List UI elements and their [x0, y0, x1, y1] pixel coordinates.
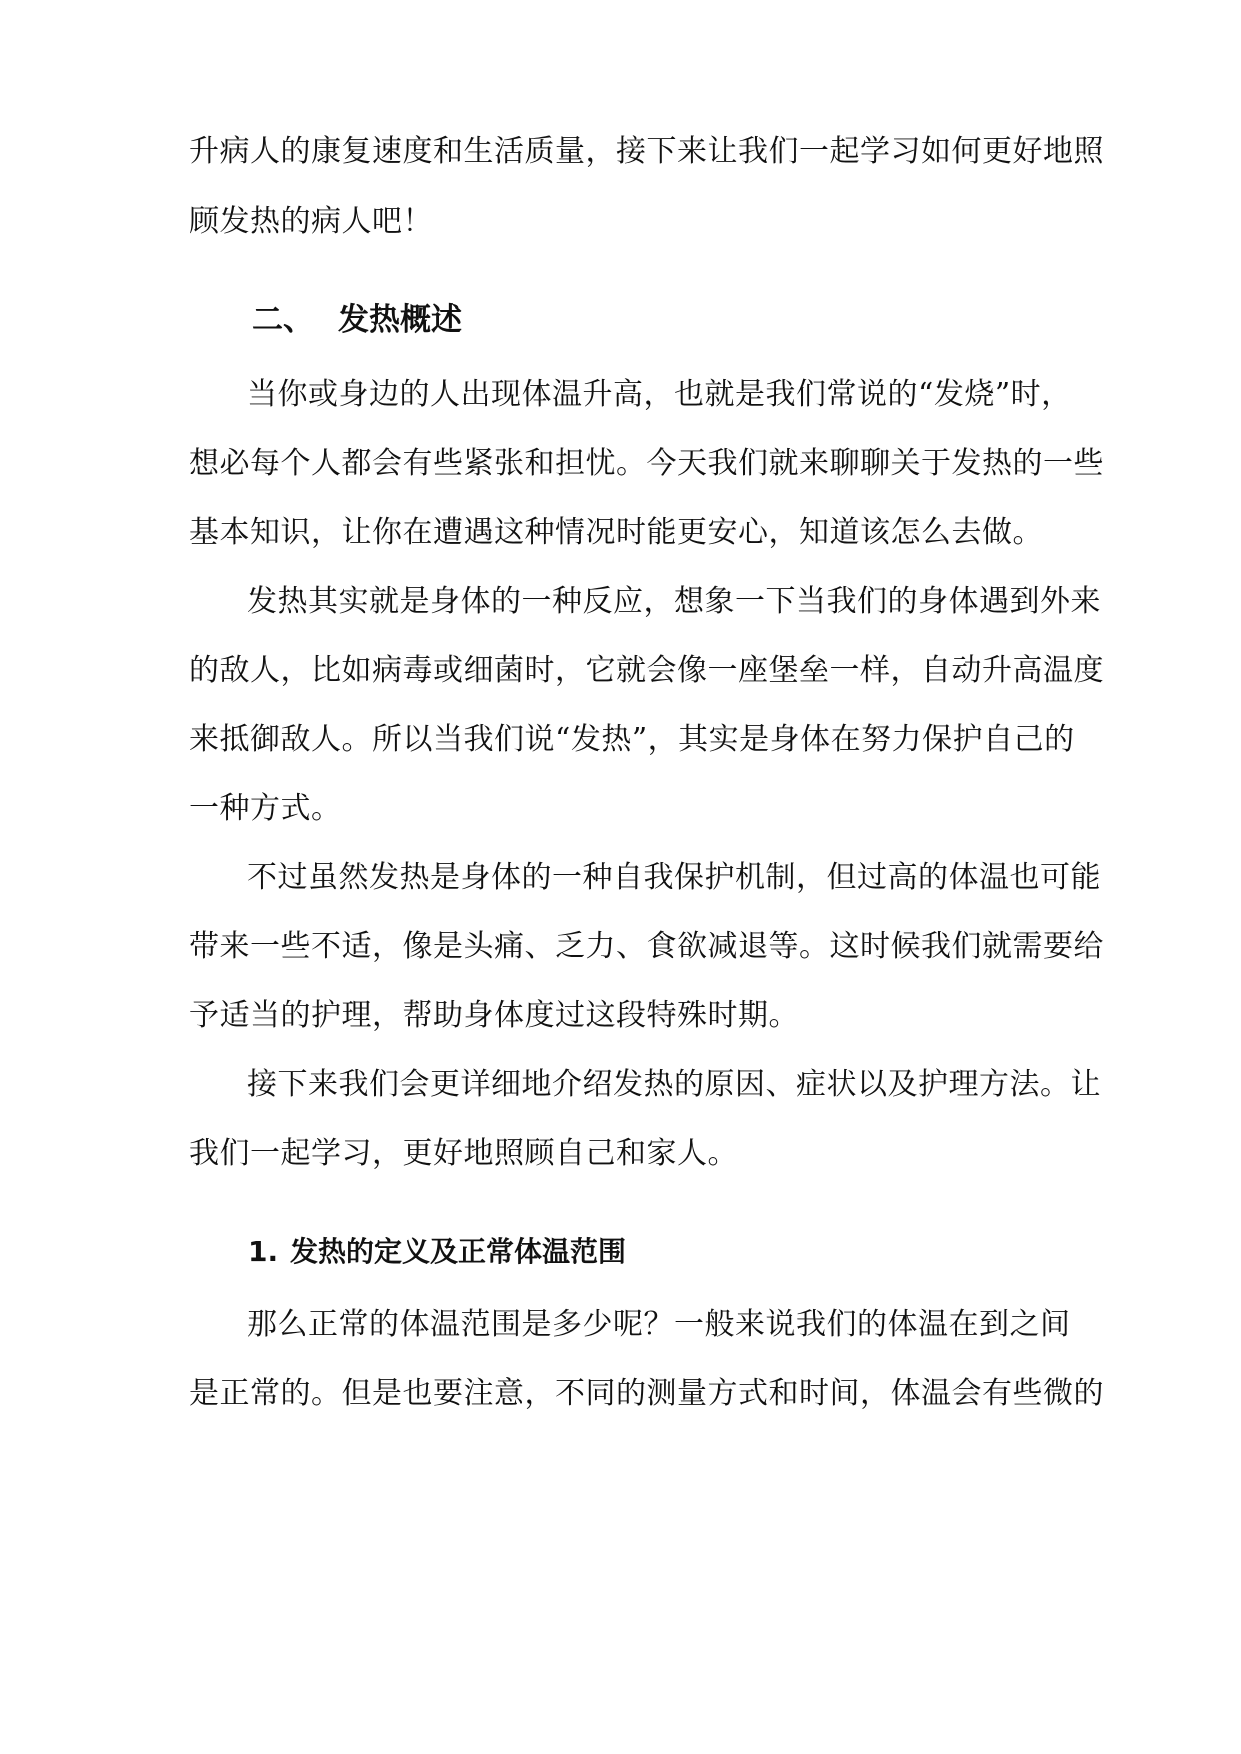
paragraph-line: 发热其实就是身体的一种反应，想象一下当我们的身体遇到外来	[247, 584, 1101, 619]
paragraph-line: 当你或身边的人出现体温升高，也就是我们常说的“发烧”时，	[247, 377, 1072, 412]
paragraph-line: 接下来我们会更详细地介绍发热的原因、症状以及护理方法。让	[247, 1067, 1101, 1102]
paragraph-line: 想必每个人都会有些紧张和担忧。今天我们就来聊聊关于发热的一些	[189, 446, 1104, 481]
subsection-heading	[248, 1232, 626, 1272]
paragraph-line: 是正常的。但是也要注意，不同的测量方式和时间，体温会有些微的	[189, 1376, 1104, 1411]
paragraph-line: 那么正常的体温范围是多少呢？一般来说我们的体温在到之间	[247, 1307, 1071, 1342]
paragraph-line: 不过虽然发热是身体的一种自我保护机制，但过高的体温也可能	[247, 860, 1101, 895]
paragraph-line: 带来一些不适，像是头痛、乏力、食欲减退等。这时候我们就需要给	[189, 929, 1104, 964]
paragraph-line: 予适当的护理，帮助身体度过这段特殊时期。	[189, 998, 799, 1033]
paragraph-line: 一种方式。	[189, 791, 342, 826]
section-heading	[252, 300, 462, 340]
intro-line: 升病人的康复速度和生活质量，接下来让我们一起学习如何更好地照	[189, 134, 1104, 169]
subsection-number: 1.	[248, 1235, 279, 1268]
paragraph-line: 的敌人，比如病毒或细菌时，它就会像一座堡垒一样，自动升高温度	[189, 653, 1104, 688]
paragraph-line: 我们一起学习，更好地照顾自己和家人。	[189, 1136, 738, 1171]
intro-line: 顾发热的病人吧！	[189, 204, 433, 239]
paragraph-line: 基本知识，让你在遭遇这种情况时能更安心，知道该怎么去做。	[189, 515, 1043, 550]
section-title: 发热概述	[338, 302, 462, 338]
section-number: 二、	[252, 302, 314, 338]
paragraph-line: 来抵御敌人。所以当我们说“发热”，其实是身体在努力保护自己的	[189, 722, 1075, 757]
subsection-title: 发热的定义及正常体温范围	[290, 1235, 627, 1268]
